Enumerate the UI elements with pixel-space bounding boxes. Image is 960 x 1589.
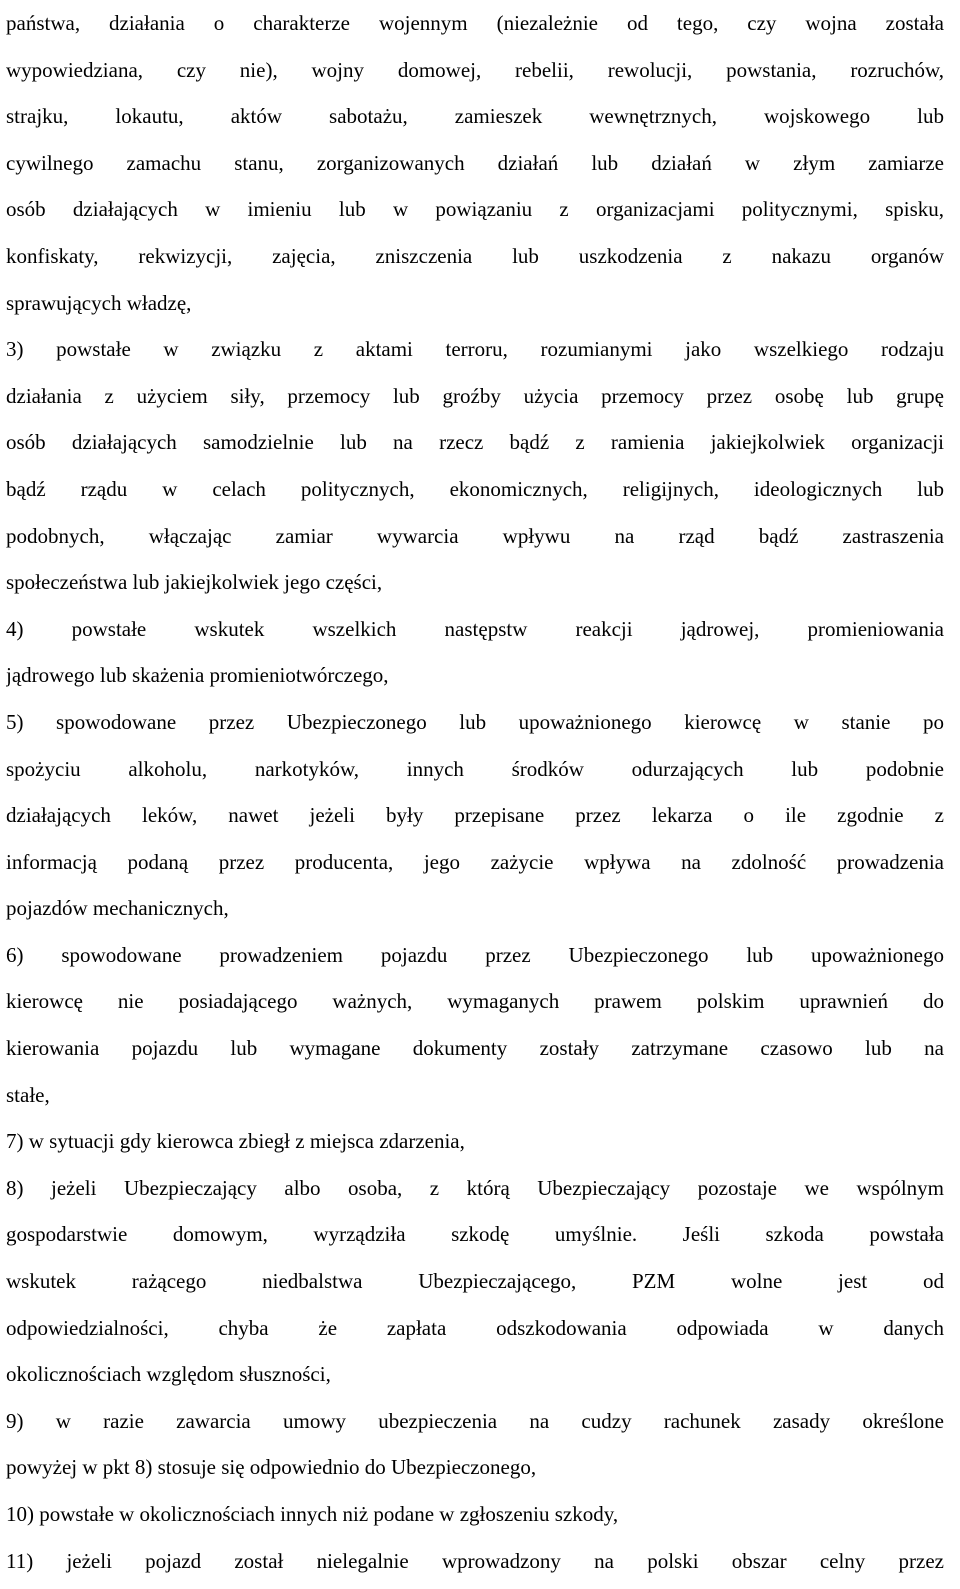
text-line: 3) powstałe w związku z aktami terroru, rozumianymi jako wszelkiego rodzaju [6, 337, 944, 362]
text-line: działania z użyciem siły, przemocy lub groźby użycia przemocy przez osobę lub grupę [6, 383, 944, 408]
text-line: jądrowego lub skażenia promieniotwórczego, [6, 663, 389, 688]
text-line: państwa, działania o charakterze wojennym (niezależnie od tego, czy wojna została [6, 11, 944, 35]
text-line: informacją podaną przez producenta, jego zażycie wpływa na zdolność prowadzenia [6, 849, 944, 874]
text-line: 7) w sytuacji gdy kierowca zbiegł z miejsca zdarzenia, [6, 1129, 465, 1154]
text-line: wskutek rażącego niedbalstwa Ubezpieczającego, PZM wolne jest od [6, 1269, 944, 1294]
text-line: cywilnego zamachu stanu, zorganizowanych działań lub działań w złym zamiarze [6, 150, 944, 175]
document-page [6, 0, 944, 1584]
text-line: bądź rządu w celach politycznych, ekonomicznych, religijnych, ideologicznych lub [6, 476, 944, 501]
text-line: pojazdów mechanicznych, [6, 896, 229, 921]
text-line: gospodarstwie domowym, wyrządziła szkodę umyślnie. Jeśli szkoda powstała [6, 1222, 944, 1247]
text-line: społeczeństwa lub jakiejkolwiek jego części, [6, 570, 383, 595]
text-line: odpowiedzialności, chyba że zapłata odszkodowania odpowiada w danych [6, 1315, 944, 1340]
text-line: 10) powstałe w okolicznościach innych niż podane w zgłoszeniu szkody, [6, 1502, 619, 1526]
text-line: 4) powstałe wskutek wszelkich następstw reakcji jądrowej, promieniowania [6, 616, 944, 641]
text-line: 9) w razie zawarcia umowy ubezpieczenia na cudzy rachunek zasady określone [6, 1408, 944, 1433]
text-line: 5) spowodowane przez Ubezpieczonego lub upoważnionego kierowcę w stanie po [6, 709, 944, 734]
text-line: powyżej w pkt 8) stosuje się odpowiednio do Ubezpieczonego, [6, 1455, 537, 1480]
text-line: kierowcę nie posiadającego ważnych, wymaganych prawem polskim uprawnień do [6, 989, 944, 1014]
text-line: kierowania pojazdu lub wymagane dokumenty zostały zatrzymane czasowo lub na [6, 1036, 944, 1061]
text-line: osób działających samodzielnie lub na rzecz bądź z ramienia jakiejkolwiek organizacji [6, 430, 944, 455]
text-line: podobnych, włączając zamiar wywarcia wpływu na rząd bądź zastraszenia [6, 523, 944, 548]
text-line: spożyciu alkoholu, narkotyków, innych środków odurzających lub podobnie [6, 756, 944, 781]
text-line: działających leków, nawet jeżeli były przepisane przez lekarza o ile zgodnie z [6, 803, 944, 828]
text-line: sprawujących władzę, [6, 290, 192, 315]
text-line: stałe, [6, 1082, 50, 1107]
text-line: osób działających w imieniu lub w powiązaniu z organizacjami politycznymi, spisku, [6, 197, 944, 222]
text-line: 8) jeżeli Ubezpieczający albo osoba, z którą Ubezpieczający pozostaje we wspólnym [6, 1175, 944, 1200]
text-line: strajku, lokautu, aktów sabotażu, zamieszek wewnętrznych, wojskowego lub [6, 104, 944, 129]
text-line: wypowiedziana, czy nie), wojny domowej, rebelii, rewolucji, powstania, rozruchów, [6, 57, 944, 82]
text-line: 6) spowodowane prowadzeniem pojazdu przez Ubezpieczonego lub upoważnionego [6, 942, 944, 967]
document-body [6, 0, 944, 1584]
text-line: konfiskaty, rekwizycji, zajęcia, zniszczenia lub uszkodzenia z nakazu organów [6, 243, 944, 268]
text-line: okolicznościach względom słuszności, [6, 1362, 331, 1387]
text-line: 11) jeżeli pojazd został nielegalnie wprowadzony na polski obszar celny przez [6, 1548, 944, 1573]
